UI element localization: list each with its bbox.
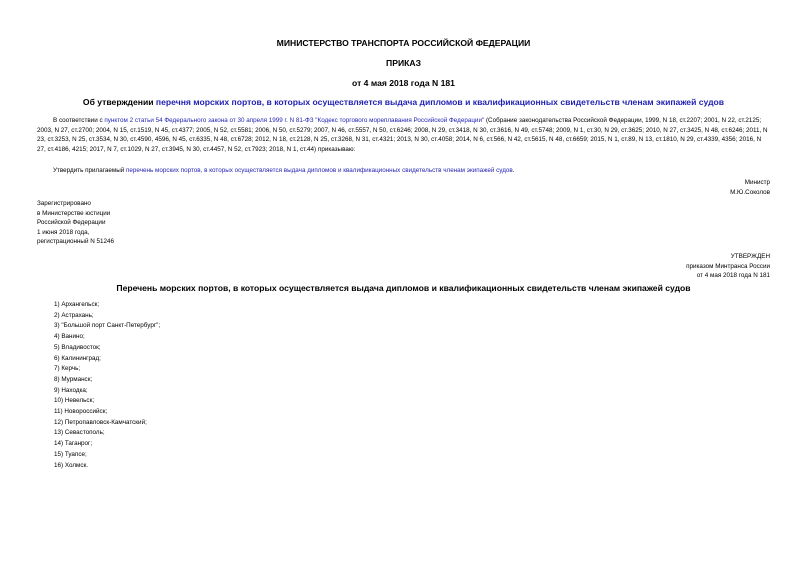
- approve-paragraph: [53, 167, 515, 174]
- doc-date-number: от 4 мая 2018 года N 181: [352, 78, 455, 88]
- ports-list: [54, 300, 160, 471]
- list-item: 14) Таганрог;: [54, 440, 93, 448]
- approved-line: УТВЕРЖДЕН: [730, 253, 770, 260]
- doc-title: [37, 97, 770, 107]
- signature-position: Министр: [744, 179, 770, 186]
- registration-line: Зарегистрировано: [37, 200, 91, 207]
- approve-prefix: Утвердить прилагаемый: [53, 167, 127, 174]
- approve-list-link[interactable]: перечень морских портов, в которых осуществляется выдача дипломов и квалификационных свидетельств членам экипажей судов: [126, 167, 513, 174]
- list-item: 2) Астрахань;: [54, 311, 94, 319]
- list-item: 10) Невельск;: [54, 397, 95, 405]
- preamble-rest: (Собрание законодательства Российской Федерации, 1999, N 18, ст.2207; 2001, N 22, ст.2125; 2003, N 27, ст.2700; 2004, N 15, ст.1519, N 45, ст.4377; 2005, N 52, ст.5581; 2006, N 50, ст.5279; 2007, N 46, ст.5557, N 50, ст.6246; 2008, N 29, ст.3418, N 30, ст.3616, N 49, ст.5748; 2009, N 1, ст.30, N 29, ст.3625; 2010, N 27, ст.3425, N 48, ст.6246; 2011, N 23, ст.3253, N 25, ст.3534, N 30, ст.4590, 4596, N 45, ст.6335, N 48, ст.6728; 2012, N 18, ст.2128, N 25, ст.3268, N 31, ст.4321; 2013, N 30, ст.4058; 2014, N 6, ст.566, N 42, ст.5615, N 48, ст.6659; 2015, N 1, ст.89, N 13, ст.1810, N 29, ст.4339, 4356; 2016, N 27, ст.4186, 4215; 2017, N 7, ст.1029, N 27, ст.3945, N 30, ст.4457, N 52, ст.7923; 2018, N 1, ст.44) приказываю:: [37, 117, 768, 153]
- list-item: 3) "Большой порт Санкт-Петербург";: [54, 322, 161, 330]
- registration-line: регистрационный N 51246: [37, 238, 115, 246]
- doc-type: ПРИКАЗ: [386, 58, 421, 68]
- registration-line: Российской Федерации: [37, 219, 106, 227]
- approve-suffix: .: [512, 167, 515, 174]
- registration-line: 1 июня 2018 года,: [37, 228, 90, 236]
- list-item: 11) Новороссийск;: [54, 408, 108, 416]
- signature-block: [730, 178, 770, 197]
- list-item: 13) Севастополь;: [54, 429, 105, 437]
- list-item: 12) Петропавловск-Камчатский;: [54, 418, 147, 426]
- preamble-prefix: В соответствии с: [53, 117, 105, 124]
- registration-block: [37, 199, 114, 247]
- title-prefix: Об утверждении: [82, 97, 156, 107]
- list-item: 7) Керчь;: [54, 365, 81, 373]
- list-item: 1) Архангельск;: [54, 301, 100, 308]
- approved-line: от 4 мая 2018 года N 181: [696, 272, 770, 280]
- list-item: 5) Владивосток;: [54, 343, 101, 351]
- list-item: 4) Ванино;: [54, 333, 85, 341]
- approved-line: приказом Минтранса России: [686, 262, 770, 270]
- preamble-paragraph: [37, 116, 770, 154]
- preamble-law-link[interactable]: пунктом 2 статьи 54 Федерального закона от 30 апреля 1999 г. N 81-ФЗ "Кодекс торгового мореплавания Российской Федерации": [104, 117, 485, 124]
- approved-block: [686, 252, 770, 281]
- list-item: 16) Холмск.: [54, 461, 88, 469]
- signature-name: М.Ю.Соколов: [730, 188, 770, 196]
- list-item: 15) Туапсе;: [54, 450, 87, 458]
- list-title: Перечень морских портов, в которых осуществляется выдача дипломов и квалификационных свидетельств членам экипажей судов: [116, 283, 691, 293]
- ministry-name: МИНИСТЕРСТВО ТРАНСПОРТА РОССИЙСКОЙ ФЕДЕРАЦИИ: [276, 38, 531, 48]
- title-link[interactable]: перечня морских портов, в которых осуществляется выдача дипломов и квалификационных свидетельств членам экипажей судов: [155, 97, 725, 107]
- registration-line: в Министерстве юстиции: [37, 209, 111, 217]
- list-item: 8) Мурманск;: [54, 375, 93, 383]
- list-item: 6) Калининград;: [54, 354, 101, 362]
- list-item: 9) Находка;: [54, 386, 88, 394]
